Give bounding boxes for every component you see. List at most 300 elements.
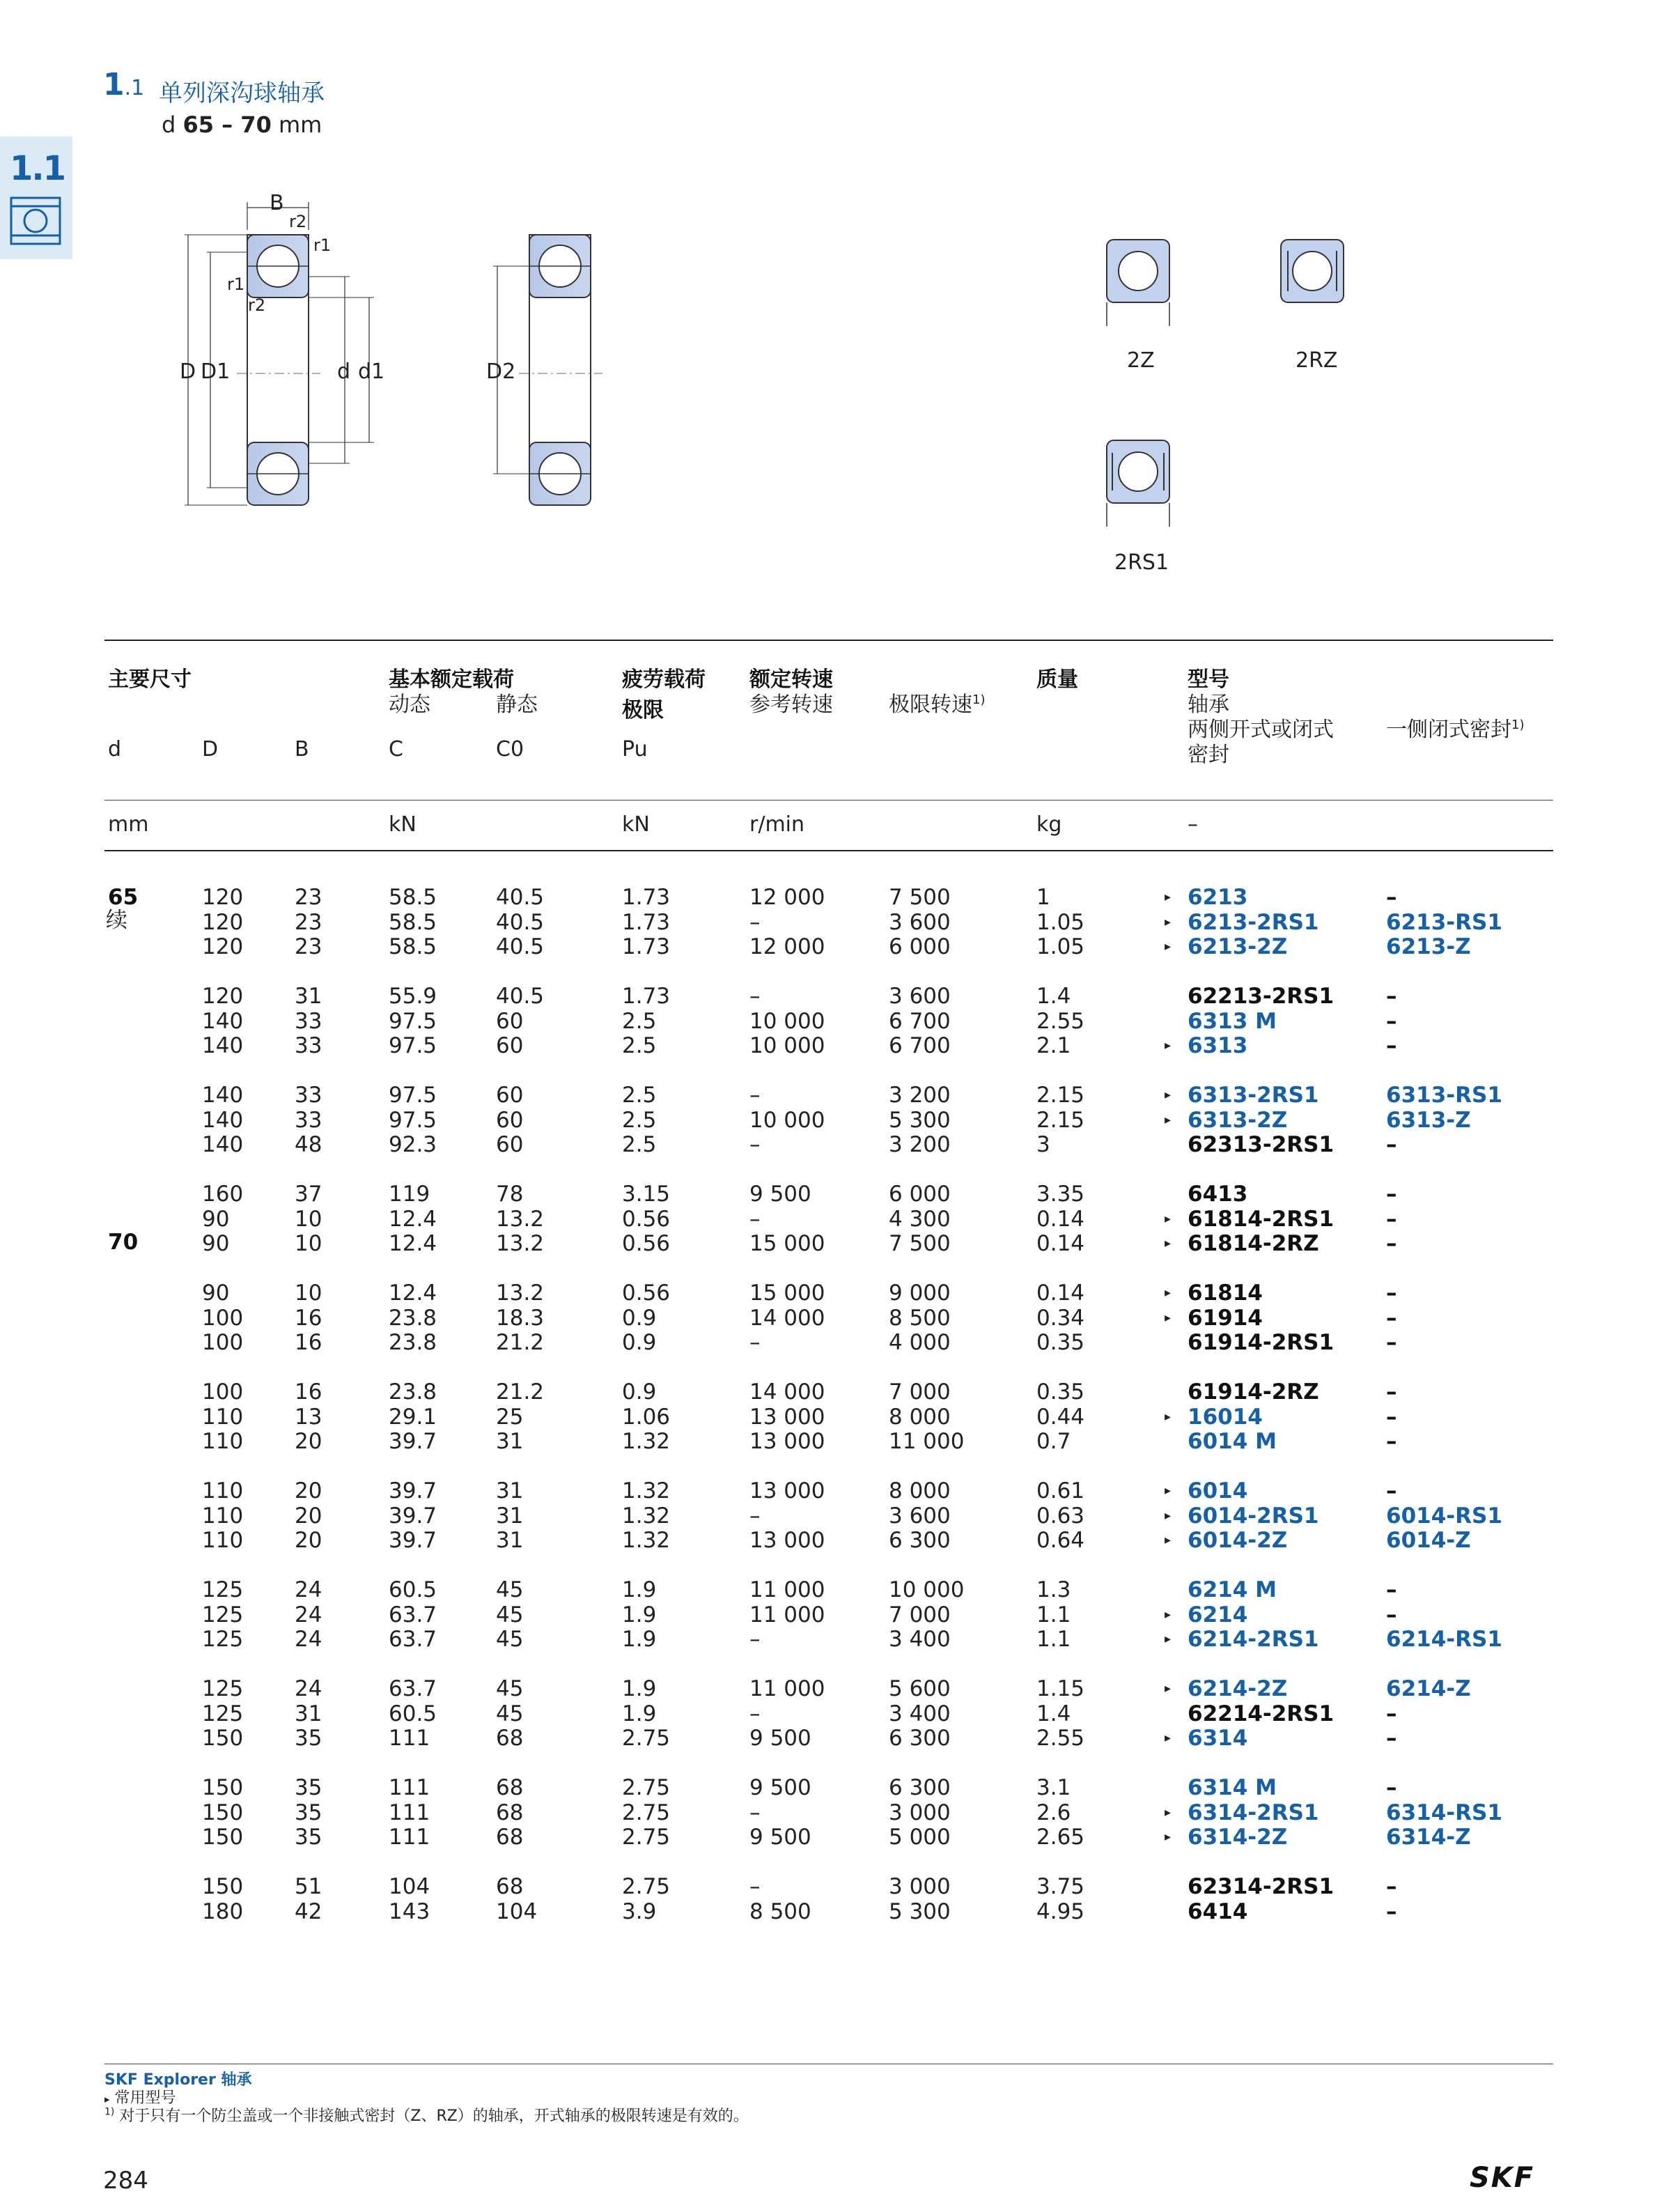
cell-limit-speed: 3 200 xyxy=(889,1132,951,1157)
footer-popular-note: ▸ 常用型号 xyxy=(104,2089,176,2107)
cell-C0: 45 xyxy=(496,1676,524,1701)
designation-link: 61914-2RS1 xyxy=(1188,1330,1335,1355)
cell-ref-speed: 15 000 xyxy=(749,1231,825,1256)
cell-B: 31 xyxy=(295,984,322,1009)
popular-marker-icon: ▸ xyxy=(1165,1310,1172,1325)
popular-marker-icon: ▸ xyxy=(1165,1533,1172,1547)
one-side-designation: – xyxy=(1386,1132,1397,1157)
designation-link: 61814 xyxy=(1188,1281,1263,1306)
one-side-designation: – xyxy=(1386,1726,1397,1751)
cell-ref-speed: – xyxy=(749,984,761,1009)
one-side-designation: – xyxy=(1386,1182,1397,1207)
cell-B: 20 xyxy=(295,1429,322,1454)
cell-ref-speed: – xyxy=(749,1627,761,1652)
cell-B: 37 xyxy=(295,1182,322,1207)
cell-B: 48 xyxy=(295,1132,322,1157)
cell-ref-speed: – xyxy=(749,1132,761,1157)
cell-C0: 18.3 xyxy=(496,1305,545,1331)
header-designation: 型号 xyxy=(1188,667,1229,692)
cell-D: 110 xyxy=(202,1528,244,1553)
cell-B: 33 xyxy=(295,1008,322,1034)
designation-link[interactable]: 6314-2RS1 xyxy=(1188,1800,1319,1825)
one-side-designation[interactable]: 6313-Z xyxy=(1386,1107,1471,1133)
cell-mass: 1.4 xyxy=(1036,1701,1071,1726)
cell-mass: 2.65 xyxy=(1036,1825,1085,1850)
one-side-designation: – xyxy=(1386,1330,1397,1355)
cell-Pu: 3.15 xyxy=(622,1182,671,1207)
header-one-side: 一侧闭式密封$^{1)}$ xyxy=(1386,718,1525,742)
cell-Pu: 2.5 xyxy=(622,1083,657,1108)
designation-link[interactable]: 16014 xyxy=(1188,1404,1263,1430)
cell-ref-speed: 10 000 xyxy=(749,1008,825,1034)
popular-marker-icon: ▸ xyxy=(1165,939,1172,954)
cell-D: 100 xyxy=(202,1330,244,1355)
cell-limit-speed: 8 000 xyxy=(889,1404,951,1430)
cell-mass: 1.05 xyxy=(1036,934,1085,959)
cell-D: 140 xyxy=(202,1132,244,1157)
cell-Pu: 1.9 xyxy=(622,1602,657,1627)
designation-link[interactable]: 6214 xyxy=(1188,1602,1248,1627)
cell-limit-speed: 5 000 xyxy=(889,1825,951,1850)
header-both-sides: 两侧开式或闭式 xyxy=(1188,718,1334,742)
cell-limit-speed: 4 300 xyxy=(889,1206,951,1232)
cell-ref-speed: – xyxy=(749,1800,761,1825)
cell-D: 140 xyxy=(202,1107,244,1133)
one-side-designation[interactable]: 6314-RS1 xyxy=(1386,1800,1502,1825)
cell-Pu: 2.75 xyxy=(622,1825,671,1850)
cell-limit-speed: 9 000 xyxy=(889,1281,951,1306)
header-fatigue: 疲劳载荷 极限 xyxy=(622,667,706,722)
cell-limit-speed: 7 500 xyxy=(889,1231,951,1256)
designation-link[interactable]: 6214-2Z xyxy=(1188,1676,1288,1701)
dim-label-r1-inner: r1 xyxy=(227,274,245,294)
popular-marker-icon: ▸ xyxy=(1165,1038,1172,1053)
cell-D: 160 xyxy=(202,1182,244,1207)
cell-C0: 45 xyxy=(496,1602,524,1627)
designation-link[interactable]: 6313-2RS1 xyxy=(1188,1083,1319,1108)
cell-ref-speed: 13 000 xyxy=(749,1478,825,1503)
cell-B: 16 xyxy=(295,1330,322,1355)
cell-Pu: 0.56 xyxy=(622,1206,671,1232)
cell-ref-speed: 11 000 xyxy=(749,1676,825,1701)
cell-C: 23.8 xyxy=(389,1379,437,1405)
cell-ref-speed: 13 000 xyxy=(749,1429,825,1454)
cell-C0: 13.2 xyxy=(496,1206,545,1232)
cell-C: 58.5 xyxy=(389,909,437,935)
cell-mass: 0.14 xyxy=(1036,1231,1085,1256)
variant-2rs1-drawing xyxy=(1104,438,1174,528)
cell-Pu: 1.32 xyxy=(622,1528,671,1553)
cell-C: 97.5 xyxy=(389,1033,437,1058)
section-tab xyxy=(0,137,72,259)
designation-link[interactable]: 6014-2RS1 xyxy=(1188,1503,1319,1529)
cell-limit-speed: 3 200 xyxy=(889,1083,951,1108)
symbol-D: D xyxy=(202,737,219,761)
page-subtitle: d 65 – 70 mm xyxy=(162,111,322,138)
one-side-designation[interactable]: 6214-Z xyxy=(1386,1676,1471,1701)
cell-B: 24 xyxy=(295,1627,322,1652)
designation-link[interactable]: 6213 xyxy=(1188,885,1248,910)
cell-limit-speed: 7 500 xyxy=(889,885,951,910)
one-side-designation[interactable]: 6213-Z xyxy=(1386,934,1471,959)
unit-kN-fatigue: kN xyxy=(622,812,650,837)
popular-marker-icon: ▸ xyxy=(1165,1088,1172,1102)
one-side-designation[interactable]: 6313-RS1 xyxy=(1386,1083,1502,1108)
popular-marker-icon: ▸ xyxy=(1165,1731,1172,1745)
cell-Pu: 0.9 xyxy=(622,1379,657,1405)
one-side-designation[interactable]: 6213-RS1 xyxy=(1386,909,1502,935)
one-side-designation[interactable]: 6014-RS1 xyxy=(1386,1503,1502,1529)
cell-C0: 60 xyxy=(496,1107,524,1133)
cell-Pu: 0.9 xyxy=(622,1305,657,1331)
dim-label-d: d xyxy=(337,359,351,384)
unit-kg: kg xyxy=(1036,812,1062,837)
cell-mass: 0.64 xyxy=(1036,1528,1085,1553)
cell-C: 111 xyxy=(389,1800,430,1825)
header-seal: 密封 xyxy=(1188,743,1229,767)
dim-label-D1: D1 xyxy=(201,359,231,384)
cell-mass: 0.61 xyxy=(1036,1478,1085,1503)
cell-C: 63.7 xyxy=(389,1676,437,1701)
cell-C0: 45 xyxy=(496,1627,524,1652)
cell-C0: 45 xyxy=(496,1701,524,1726)
cell-B: 33 xyxy=(295,1033,322,1058)
header-load: 基本额定载荷 xyxy=(389,667,514,692)
popular-marker-icon: ▸ xyxy=(1165,1236,1172,1251)
popular-marker-icon: ▸ xyxy=(1165,1112,1172,1127)
cell-C: 39.7 xyxy=(389,1429,437,1454)
page-number: 284 xyxy=(103,2167,148,2195)
cell-Pu: 1.73 xyxy=(622,934,671,959)
cell-limit-speed: 8 500 xyxy=(889,1305,951,1331)
designation-link[interactable]: 6014 xyxy=(1188,1478,1248,1503)
cell-C0: 68 xyxy=(496,1825,524,1850)
cell-mass: 1.05 xyxy=(1036,909,1085,935)
popular-marker-icon: ▸ xyxy=(1165,1804,1172,1820)
cell-Pu: 3.9 xyxy=(622,1898,657,1924)
one-side-designation: – xyxy=(1386,1305,1397,1331)
cell-C0: 21.2 xyxy=(496,1379,545,1405)
cell-Pu: 0.56 xyxy=(622,1281,671,1306)
cell-D: 150 xyxy=(202,1726,244,1751)
cell-mass: 0.7 xyxy=(1036,1429,1071,1454)
designation-link[interactable]: 6014-2Z xyxy=(1188,1528,1288,1553)
unit-designation: – xyxy=(1188,812,1198,837)
designation-link: 61814-2RZ xyxy=(1188,1231,1319,1256)
cell-limit-speed: 3 000 xyxy=(889,1874,951,1899)
one-side-designation: – xyxy=(1386,1429,1397,1454)
cell-C: 104 xyxy=(389,1874,430,1899)
cell-B: 23 xyxy=(295,909,322,935)
cell-D: 90 xyxy=(202,1206,230,1232)
one-side-designation: – xyxy=(1386,1379,1397,1405)
popular-marker-icon: ▸ xyxy=(1165,1508,1172,1523)
cell-B: 51 xyxy=(295,1874,322,1899)
cell-C: 111 xyxy=(389,1775,430,1800)
cell-limit-speed: 3 600 xyxy=(889,984,951,1009)
cell-C0: 31 xyxy=(496,1429,524,1454)
popular-marker-icon: ▸ xyxy=(1165,1607,1172,1622)
popular-marker-icon: ▸ xyxy=(1165,1632,1172,1646)
popular-marker-icon: ▸ xyxy=(1165,1830,1172,1844)
cell-C: 97.5 xyxy=(389,1107,437,1133)
cell-C0: 31 xyxy=(496,1528,524,1553)
cell-B: 10 xyxy=(295,1206,322,1232)
cell-mass: 1.15 xyxy=(1036,1676,1085,1701)
one-side-designation: – xyxy=(1386,1577,1397,1602)
cell-B: 20 xyxy=(295,1478,322,1503)
section-number: 1.1 xyxy=(103,67,145,102)
cell-C: 39.7 xyxy=(389,1503,437,1529)
cell-C0: 60 xyxy=(496,1033,524,1058)
symbol-d: d xyxy=(108,737,122,761)
section-tab-label: 1.1 xyxy=(10,149,65,188)
cell-limit-speed: 8 000 xyxy=(889,1478,951,1503)
cell-D: 90 xyxy=(202,1281,230,1306)
cell-C: 111 xyxy=(389,1726,430,1751)
cell-D: 125 xyxy=(202,1676,244,1701)
designation-link: 6413 xyxy=(1188,1182,1248,1207)
cell-ref-speed: 15 000 xyxy=(749,1281,825,1306)
cell-mass: 0.14 xyxy=(1036,1206,1085,1232)
designation-link[interactable]: 6314-2Z xyxy=(1188,1825,1288,1850)
cell-Pu: 1.73 xyxy=(622,909,671,935)
cell-B: 33 xyxy=(295,1083,322,1108)
designation-link[interactable]: 6014 M xyxy=(1188,1429,1277,1454)
cell-C0: 60 xyxy=(496,1008,524,1034)
designation-link[interactable]: 6313 M xyxy=(1188,1008,1277,1034)
cell-D: 140 xyxy=(202,1008,244,1034)
cell-C0: 31 xyxy=(496,1478,524,1503)
cell-mass: 0.63 xyxy=(1036,1503,1085,1529)
designation-link[interactable]: 6314 M xyxy=(1188,1775,1277,1800)
cell-D: 140 xyxy=(202,1083,244,1108)
cell-ref-speed: – xyxy=(749,909,761,935)
cell-C0: 68 xyxy=(496,1726,524,1751)
cell-Pu: 2.5 xyxy=(622,1132,657,1157)
cell-C0: 78 xyxy=(496,1182,524,1207)
cell-D: 120 xyxy=(202,885,244,910)
designation-link: 61914-2RZ xyxy=(1188,1379,1319,1405)
cell-ref-speed: 8 500 xyxy=(749,1898,811,1924)
cell-Pu: 2.5 xyxy=(622,1033,657,1058)
designation-link[interactable]: 6214 M xyxy=(1188,1577,1277,1602)
cell-mass: 4.95 xyxy=(1036,1898,1085,1924)
cell-C: 39.7 xyxy=(389,1528,437,1553)
cell-D: 120 xyxy=(202,934,244,959)
table-top-rule xyxy=(104,640,1553,641)
cell-mass: 2.15 xyxy=(1036,1083,1085,1108)
cell-C: 12.4 xyxy=(389,1231,437,1256)
designation-link[interactable]: 6314 xyxy=(1188,1726,1248,1751)
cell-mass: 0.34 xyxy=(1036,1305,1085,1331)
cell-B: 10 xyxy=(295,1231,322,1256)
designation-link: 62314-2RS1 xyxy=(1188,1874,1335,1899)
cell-B: 24 xyxy=(295,1676,322,1701)
header-speed: 额定转速 xyxy=(749,667,833,692)
header-static: 静态 xyxy=(496,693,538,717)
cell-C0: 40.5 xyxy=(496,984,545,1009)
designation-link[interactable]: 6313 xyxy=(1188,1033,1248,1058)
popular-marker-icon: ▸ xyxy=(1165,1211,1172,1226)
cell-C0: 40.5 xyxy=(496,934,545,959)
header-bearing: 轴承 xyxy=(1188,693,1229,717)
designation-link[interactable]: 6213-2Z xyxy=(1188,934,1288,959)
cell-B: 35 xyxy=(295,1800,322,1825)
cell-mass: 2.55 xyxy=(1036,1008,1085,1034)
cell-C: 23.8 xyxy=(389,1330,437,1355)
one-side-designation: – xyxy=(1386,1231,1397,1256)
dim-label-B: B xyxy=(270,191,284,215)
footer-explorer-note: SKF Explorer 轴承 xyxy=(104,2071,252,2089)
cell-mass: 0.35 xyxy=(1036,1330,1085,1355)
page-title: 单列深沟球轴承 xyxy=(159,79,325,107)
cell-limit-speed: 3 400 xyxy=(889,1627,951,1652)
one-side-designation: – xyxy=(1386,1206,1397,1232)
cell-Pu: 2.75 xyxy=(622,1800,671,1825)
popular-marker-icon: ▸ xyxy=(1165,1409,1172,1424)
symbol-Pu: Pu xyxy=(622,737,648,761)
header-ref-speed: 参考转速 xyxy=(749,693,833,717)
cell-ref-speed: – xyxy=(749,1083,761,1108)
dim-group-70: 70 xyxy=(108,1230,139,1255)
cell-limit-speed: 6 300 xyxy=(889,1775,951,1800)
cell-C: 23.8 xyxy=(389,1305,437,1331)
cell-Pu: 0.9 xyxy=(622,1330,657,1355)
cell-D: 120 xyxy=(202,984,244,1009)
cell-ref-speed: 13 000 xyxy=(749,1404,825,1430)
cell-B: 23 xyxy=(295,934,322,959)
one-side-designation: – xyxy=(1386,1033,1397,1058)
bearing-icon xyxy=(10,196,61,245)
one-side-designation[interactable]: 6314-Z xyxy=(1386,1825,1471,1850)
dim-label-r2-inner: r2 xyxy=(248,295,266,315)
cell-ref-speed: 10 000 xyxy=(749,1107,825,1133)
skf-logo: SKF xyxy=(1470,2162,1535,2194)
table-units-rule xyxy=(104,800,1553,801)
cell-mass: 1 xyxy=(1036,885,1050,910)
cell-C0: 40.5 xyxy=(496,885,545,910)
header-main-dims: 主要尺寸 xyxy=(108,667,192,692)
cell-D: 90 xyxy=(202,1231,230,1256)
cell-D: 110 xyxy=(202,1404,244,1430)
designation-link: 6414 xyxy=(1188,1898,1248,1924)
variant-2z-drawing xyxy=(1104,237,1174,327)
one-side-designation: – xyxy=(1386,885,1397,910)
cell-mass: 1.1 xyxy=(1036,1602,1071,1627)
cell-ref-speed: 9 500 xyxy=(749,1825,811,1850)
cell-C: 63.7 xyxy=(389,1602,437,1627)
cell-limit-speed: 3 000 xyxy=(889,1800,951,1825)
designation-link: 62313-2RS1 xyxy=(1188,1132,1335,1157)
cell-C: 58.5 xyxy=(389,934,437,959)
cell-D: 110 xyxy=(202,1478,244,1503)
cell-limit-speed: 6 700 xyxy=(889,1033,951,1058)
cell-ref-speed: 11 000 xyxy=(749,1602,825,1627)
cell-C: 97.5 xyxy=(389,1083,437,1108)
cell-Pu: 1.9 xyxy=(622,1577,657,1602)
cell-mass: 3.35 xyxy=(1036,1182,1085,1207)
cell-B: 33 xyxy=(295,1107,322,1133)
cell-mass: 3 xyxy=(1036,1132,1050,1157)
cell-D: 120 xyxy=(202,909,244,935)
cell-ref-speed: 9 500 xyxy=(749,1726,811,1751)
dim-label-D: D xyxy=(180,359,196,384)
cell-limit-speed: 7 000 xyxy=(889,1379,951,1405)
one-side-designation[interactable]: 6214-RS1 xyxy=(1386,1627,1502,1652)
unit-rpm: r/min xyxy=(749,812,805,837)
cell-C0: 68 xyxy=(496,1775,524,1800)
cell-B: 31 xyxy=(295,1701,322,1726)
cell-B: 35 xyxy=(295,1726,322,1751)
cell-C0: 68 xyxy=(496,1800,524,1825)
cell-C: 60.5 xyxy=(389,1701,437,1726)
cell-C: 55.9 xyxy=(389,984,437,1009)
cell-Pu: 1.06 xyxy=(622,1404,671,1430)
cell-B: 10 xyxy=(295,1281,322,1306)
designation-link[interactable]: 6313-2Z xyxy=(1188,1107,1288,1133)
cell-C0: 45 xyxy=(496,1577,524,1602)
symbol-C0: C0 xyxy=(496,737,524,761)
footer-footnote: $^{1)}$ 对于只有一个防尘盖或一个非接触式密封（Z、RZ）的轴承，开式轴承的极限转速是有效的。 xyxy=(104,2106,749,2125)
designation-link[interactable]: 6213-2RS1 xyxy=(1188,909,1319,935)
cell-B: 24 xyxy=(295,1577,322,1602)
unit-mm: mm xyxy=(108,812,149,837)
cell-Pu: 2.5 xyxy=(622,1008,657,1034)
variant-2rz-drawing xyxy=(1278,237,1348,307)
popular-marker-icon: ▸ xyxy=(1165,1285,1172,1300)
dim-label-D2: D2 xyxy=(486,359,516,384)
cell-C: 58.5 xyxy=(389,885,437,910)
cell-Pu: 1.9 xyxy=(622,1701,657,1726)
cell-mass: 1.3 xyxy=(1036,1577,1071,1602)
cell-C0: 25 xyxy=(496,1404,524,1430)
one-side-designation: – xyxy=(1386,1775,1397,1800)
designation-link[interactable]: 6214-2RS1 xyxy=(1188,1627,1319,1652)
designation-link: 62214-2RS1 xyxy=(1188,1701,1335,1726)
header-dynamic: 动态 xyxy=(389,693,430,717)
cell-D: 150 xyxy=(202,1825,244,1850)
cell-D: 140 xyxy=(202,1033,244,1058)
cell-D: 125 xyxy=(202,1577,244,1602)
cell-Pu: 1.9 xyxy=(622,1627,657,1652)
cell-ref-speed: 9 500 xyxy=(749,1775,811,1800)
cell-C: 60.5 xyxy=(389,1577,437,1602)
cell-limit-speed: 6 000 xyxy=(889,934,951,959)
cell-Pu: 2.5 xyxy=(622,1107,657,1133)
cell-B: 20 xyxy=(295,1503,322,1529)
cell-ref-speed: 9 500 xyxy=(749,1182,811,1207)
cell-ref-speed: 12 000 xyxy=(749,885,825,910)
one-side-designation[interactable]: 6014-Z xyxy=(1386,1528,1471,1553)
cell-B: 23 xyxy=(295,885,322,910)
dim-label-d1: d1 xyxy=(358,359,385,384)
dim-label-r2-top: r2 xyxy=(289,212,307,231)
cell-mass: 0.44 xyxy=(1036,1404,1085,1430)
one-side-designation: – xyxy=(1386,1478,1397,1503)
cell-D: 100 xyxy=(202,1305,244,1331)
cell-B: 16 xyxy=(295,1305,322,1331)
one-side-designation: – xyxy=(1386,1898,1397,1924)
cell-mass: 2.55 xyxy=(1036,1726,1085,1751)
cell-C0: 13.2 xyxy=(496,1281,545,1306)
cell-limit-speed: 4 000 xyxy=(889,1330,951,1355)
cell-C0: 104 xyxy=(496,1898,538,1924)
one-side-designation: – xyxy=(1386,1281,1397,1306)
cell-C: 12.4 xyxy=(389,1281,437,1306)
dim-group-65: 65 xyxy=(108,885,139,910)
dim-label-r1-top: r1 xyxy=(313,235,332,255)
